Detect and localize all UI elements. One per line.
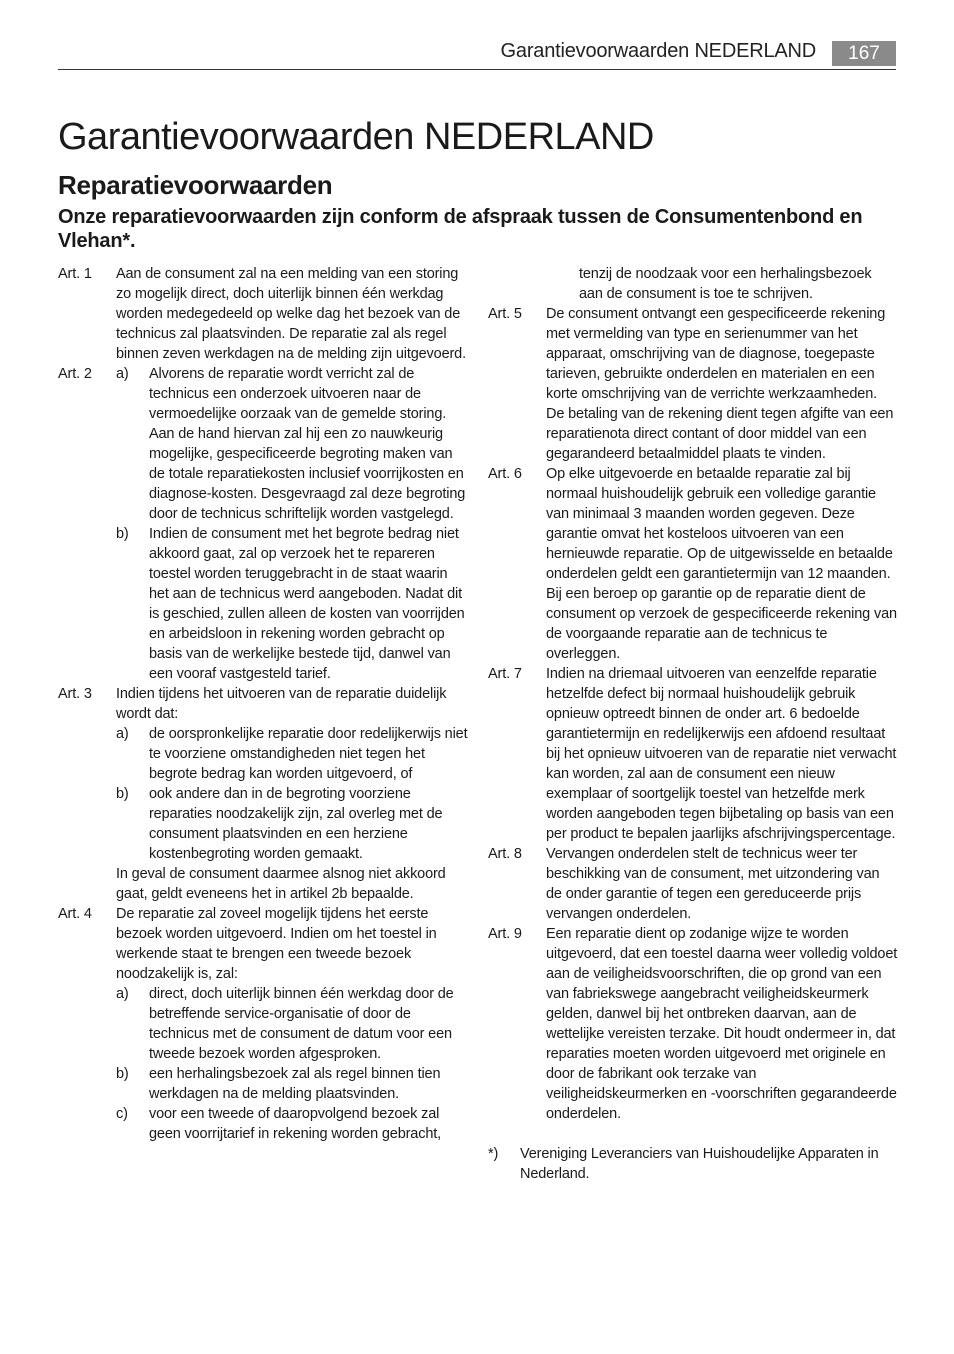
clause-b <box>116 524 468 684</box>
clause-label: b) <box>116 786 129 802</box>
article-1 <box>58 264 468 364</box>
article-label: Art. 2 <box>58 366 92 382</box>
article-text: Indien tijdens het uitvoeren van de reparatie duidelijk wordt dat: <box>116 686 447 722</box>
footnote-text: Vereniging Leveranciers van Huishoudelijke Apparaten in Nederland. <box>520 1146 879 1182</box>
article-label: Art. 9 <box>488 926 522 942</box>
article-5 <box>488 304 898 464</box>
article-4-continuation: tenzij de noodzaak voor een herhalingsbezoek aan de consument is toe te schrijven. <box>579 266 872 302</box>
intro-heading: Onze reparatievoorwaarden zijn conform de afspraak tussen de Consumentenbond en Vlehan*. <box>58 206 863 252</box>
article-label: Art. 6 <box>488 466 522 482</box>
clause-label: a) <box>116 986 129 1002</box>
clause-label: b) <box>116 526 129 542</box>
clause-label: a) <box>116 366 129 382</box>
clause-b <box>116 784 468 864</box>
article-4 <box>58 904 468 1144</box>
clause-text: een herhalingsbezoek zal als regel binnen tien werkdagen na de melding plaatsvinden. <box>149 1066 441 1102</box>
article-text: Op elke uitgevoerde en betaalde reparatie zal bij normaal huishoudelijk gebruik een volledige garantie van minimaal 3 maanden worden gegeven. Deze garantie omvat het kosteloos uitvoeren van een hernieuwde reparatie. Op de uitgewisselde en betaalde onderdelen geldt een garantietermijn van 12 maanden. Bij een beroep op garantie op de reparatie dient de consument op verzoek de gespecificeerde rekening van de voorgaande reparatie aan de technicus te overleggen. <box>546 466 897 662</box>
article-7 <box>488 664 898 844</box>
clause-a <box>116 364 468 524</box>
article-text: Indien na driemaal uitvoeren van eenzelfde reparatie hetzelfde defect bij normaal huishoudelijk gebruik opnieuw optreedt binnen de onder art. 6 bedoelde garantietermijn en redelijkerwijs een afdoend resultaat bij het opnieuw uitvoeren van de reparatie niet verwacht kan worden, zal aan de consument een nieuw exemplaar of soortgelijk toestel van hetzelfde merk worden aangeboden tegen bijbetaling op basis van een per product te bepalen jaarlijks afschrijvingspercentage. <box>546 666 897 842</box>
clause-text: ook andere dan in de begroting voorziene reparaties noodzakelijk zijn, zal overleg met de consument plaatsvinden en een herziene kostenbegroting worden gemaakt. <box>149 786 443 862</box>
article-label: Art. 4 <box>58 906 92 922</box>
article-text: De consument ontvangt een gespecificeerde rekening met vermelding van type en serienummer van het apparaat, omschrijving van de diagnose, toegepaste tarieven, gebruikte onderdelen en materialen en een korte omschrijving van de verrichte werkzaamheden. De betaling van de rekening dient tegen afgifte van een reparatienota direct contant of door middel van een gegarandeerd betaalmiddel plaats te vinden. <box>546 306 894 462</box>
section-title: Reparatievoorwaarden <box>58 170 333 200</box>
article-label: Art. 3 <box>58 686 92 702</box>
footnote-mark: *) <box>488 1146 499 1162</box>
clause-text: de oorspronkelijke reparatie door redelijkerwijs niet te voorziene omstandigheden niet tegen het begrote bedrag kan worden uitgevoerd, of <box>149 726 468 782</box>
clause-label: c) <box>116 1106 128 1122</box>
article-label: Art. 1 <box>58 266 92 282</box>
article-9 <box>488 924 898 1124</box>
clause-a <box>116 724 468 784</box>
page-number: 167 <box>832 41 896 66</box>
article-label: Art. 5 <box>488 306 522 322</box>
article-text: Een reparatie dient op zodanige wijze te worden uitgevoerd, dat een toestel daarna weer volledig voldoet aan de veiligheidsvoorschriften, die op grond van een van fabriekswege aangebracht veiligheidskeurmerk gelden, danwel bij het ontbreken daarvan, aan de wettelijke vereisten terzake. Dit houdt ondermeer in, dat reparaties moeten worden uitgevoerd met originele en door de fabrikant ook terzake van veiligheidskeurmerken en -voorschriften gegarandeerde onderdelen. <box>546 926 898 1122</box>
article-2 <box>58 364 468 684</box>
article-label: Art. 7 <box>488 666 522 682</box>
article-8 <box>488 844 898 924</box>
footnote <box>488 1144 898 1184</box>
clause-text: direct, doch uiterlijk binnen één werkdag door de betreffende service-organisatie of door de technicus met de consument de datum voor een tweede bezoek worden afgesproken. <box>149 986 454 1062</box>
clause-text: Alvorens de reparatie wordt verricht zal de technicus een onderzoek uitvoeren naar de vermoedelijke oorzaak van de gemelde storing. Aan de hand hiervan zal hij een zo nauwkeurig mogelijke, gespecificeerde begroting maken van de totale reparatiekosten inclusief voorrijkosten en diagnose-kosten. Desgevraagd zal deze begroting door de technicus schriftelijk worden vastgelegd. <box>149 366 466 522</box>
article-3 <box>58 684 468 904</box>
clause-a <box>116 984 468 1064</box>
clause-text: voor een tweede of daaropvolgend bezoek zal geen voorrijtarief in rekening worden gebracht, <box>149 1106 441 1142</box>
header-title: Garantievoorwaarden NEDERLAND <box>500 40 816 62</box>
article-6 <box>488 464 898 664</box>
right-column <box>488 264 898 1184</box>
article-text: De reparatie zal zoveel mogelijk tijdens het eerste bezoek worden uitgevoerd. Indien om het toestel in werkende staat te brengen een tweede bezoek noodzakelijk is, zal: <box>116 906 437 982</box>
clause-label: a) <box>116 726 129 742</box>
article-text-after: In geval de consument daarmee alsnog niet akkoord gaat, geldt eveneens het in artikel 2b bepaalde. <box>116 866 446 902</box>
page-header <box>58 38 896 70</box>
article-text: Vervangen onderdelen stelt de technicus weer ter beschikking van de consument, met uitzondering van de onder garantie of tegen een gereduceerde prijs vervangen onderdelen. <box>546 846 880 922</box>
left-column <box>58 264 468 1144</box>
clause-text: Indien de consument met het begrote bedrag niet akkoord gaat, zal op verzoek het te repareren toestel worden teruggebracht in de staat waarin het aan de technicus werd aangeboden. Nadat dit is geschied, zullen alleen de kosten van voorrijden en arbeidsloon in rekening worden gebracht op basis van de werkelijke bestede tijd, danwel van een vooraf vastgesteld tarief. <box>149 526 465 682</box>
article-label: Art. 8 <box>488 846 522 862</box>
page-title: Garantievoorwaarden NEDERLAND <box>58 116 654 158</box>
clause-label: b) <box>116 1066 129 1082</box>
article-text: Aan de consument zal na een melding van een storing zo mogelijk direct, doch uiterlijk binnen één werkdag worden medegedeeld op welke dag het bezoek van de technicus zal plaatsvinden. De reparatie zal als regel binnen zeven werkdagen na de melding zijn uitgevoerd. <box>116 266 466 362</box>
clause-b <box>116 1064 468 1104</box>
clause-c <box>116 1104 468 1144</box>
